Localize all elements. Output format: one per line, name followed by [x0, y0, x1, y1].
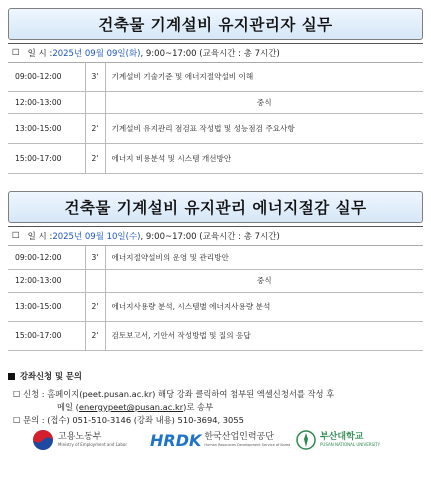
course1-schedule-table	[8, 63, 423, 174]
schedule-hours: 2'	[85, 321, 105, 350]
course2-date-value: 2025년 09월 10일(수)	[52, 232, 141, 242]
schedule-time: 09:00-12:00	[8, 63, 85, 91]
schedule-hours	[85, 91, 105, 113]
hrdk-mark: HRDK	[150, 430, 202, 450]
course1-date-label: 일 시 :	[27, 49, 53, 59]
schedule-content: 검토보고서, 기안서 작성방법 및 질의 응답	[105, 321, 423, 350]
table-row	[8, 321, 423, 350]
info-heading	[8, 370, 423, 382]
course2-title: 건축물 기계설비 유지관리 에너지절감 실무	[8, 191, 423, 223]
schedule-content: 에너지 비용분석 및 시스템 개선방안	[105, 143, 423, 173]
schedule-lunch: 중식	[105, 269, 423, 292]
footer-logos	[0, 422, 431, 458]
table-row	[8, 63, 423, 91]
schedule-hours: 2'	[85, 143, 105, 173]
checkbox-glyph-icon: ☐	[12, 231, 20, 241]
course1-time-text: , 9:00~17:00 (교육시간 : 총 7시간)	[140, 49, 280, 59]
table-row	[8, 91, 423, 113]
table-row	[8, 246, 423, 269]
course1-title: 건축물 기계설비 유지관리자 실무	[8, 8, 423, 40]
application-info	[8, 370, 423, 427]
apply-line	[13, 388, 423, 401]
table-row	[8, 143, 423, 173]
table-row	[8, 113, 423, 143]
hrdk-name: 한국산업인력공단	[204, 432, 274, 442]
schedule-time: 13:00-15:00	[8, 113, 85, 143]
schedule-time: 15:00-17:00	[8, 143, 85, 173]
schedule-content: 기계설비 기술기준 및 에너지절약설비 이해	[105, 63, 423, 91]
pnu-sub: PUSAN NATIONAL UNIVERSITY	[320, 442, 381, 447]
schedule-hours	[85, 269, 105, 292]
schedule-hours: 2'	[85, 113, 105, 143]
schedule-time: 13:00-15:00	[8, 292, 85, 321]
schedule-content: 에너지절약설비의 운영 및 관리방안	[105, 246, 423, 269]
checkbox-glyph-icon: ☐	[13, 415, 21, 425]
course1-section	[8, 8, 423, 174]
apply-text: 신청 : 홈페이지(peet.pusan.ac.kr) 해당 강좌 클릭하여 첨부된 엑셀신청서를 작성 후	[23, 389, 335, 399]
course1-date-value: 2025년 09월 09일(화)	[52, 49, 141, 59]
info-heading-text: 강좌신청 및 문의	[20, 371, 82, 381]
course2-schedule-table	[8, 246, 423, 351]
schedule-time: 15:00-17:00	[8, 321, 85, 350]
course1-date-line	[8, 43, 423, 63]
course2-time-text: , 9:00~17:00 (교육시간 : 총 7시간)	[140, 232, 280, 242]
moel-emblem-icon	[32, 429, 54, 451]
checkbox-glyph-icon: ☐	[12, 48, 20, 58]
schedule-hours: 3'	[85, 246, 105, 269]
course2-date-label: 일 시 :	[27, 232, 53, 242]
pnu-emblem-icon	[296, 429, 316, 451]
table-row	[8, 269, 423, 292]
pnu-logo	[296, 429, 380, 451]
hrdk-sub: Human Resources Development Service of Korea	[204, 443, 291, 447]
schedule-time: 09:00-12:00	[8, 246, 85, 269]
schedule-hours: 3'	[85, 63, 105, 91]
bullet-square-icon	[8, 373, 15, 380]
pnu-name: 부산대학교	[320, 432, 364, 442]
moel-name: 고용노동부	[58, 432, 102, 442]
schedule-content: 에너지사용량 분석, 시스템별 에너지사용량 분석	[105, 292, 423, 321]
apply-email-link[interactable]: energypeet@pusan.ac.kr	[78, 402, 184, 412]
moel-logo	[32, 429, 127, 451]
apply-text-2-post: )로 송부	[183, 402, 214, 412]
hrdk-logo	[150, 431, 290, 450]
schedule-lunch: 중식	[105, 91, 423, 113]
moel-sub: Ministry of Employment and Labor	[58, 442, 127, 447]
apply-text-2-pre: 메일 (	[57, 402, 79, 412]
schedule-hours: 2'	[85, 292, 105, 321]
table-row	[8, 292, 423, 321]
schedule-time: 12:00-13:00	[8, 91, 85, 113]
course2-date-line	[8, 226, 423, 246]
schedule-time: 12:00-13:00	[8, 269, 85, 292]
checkbox-glyph-icon: ☐	[13, 389, 21, 399]
course2-section	[8, 191, 423, 351]
schedule-content: 기계설비 유지관리 점검표 작성법 및 성능점검 주요사항	[105, 113, 423, 143]
apply-line-2	[13, 401, 423, 414]
contact-text: 문의 : (접수) 051-510-3146 (강좌 내용) 510-3694, 3055	[23, 415, 244, 425]
